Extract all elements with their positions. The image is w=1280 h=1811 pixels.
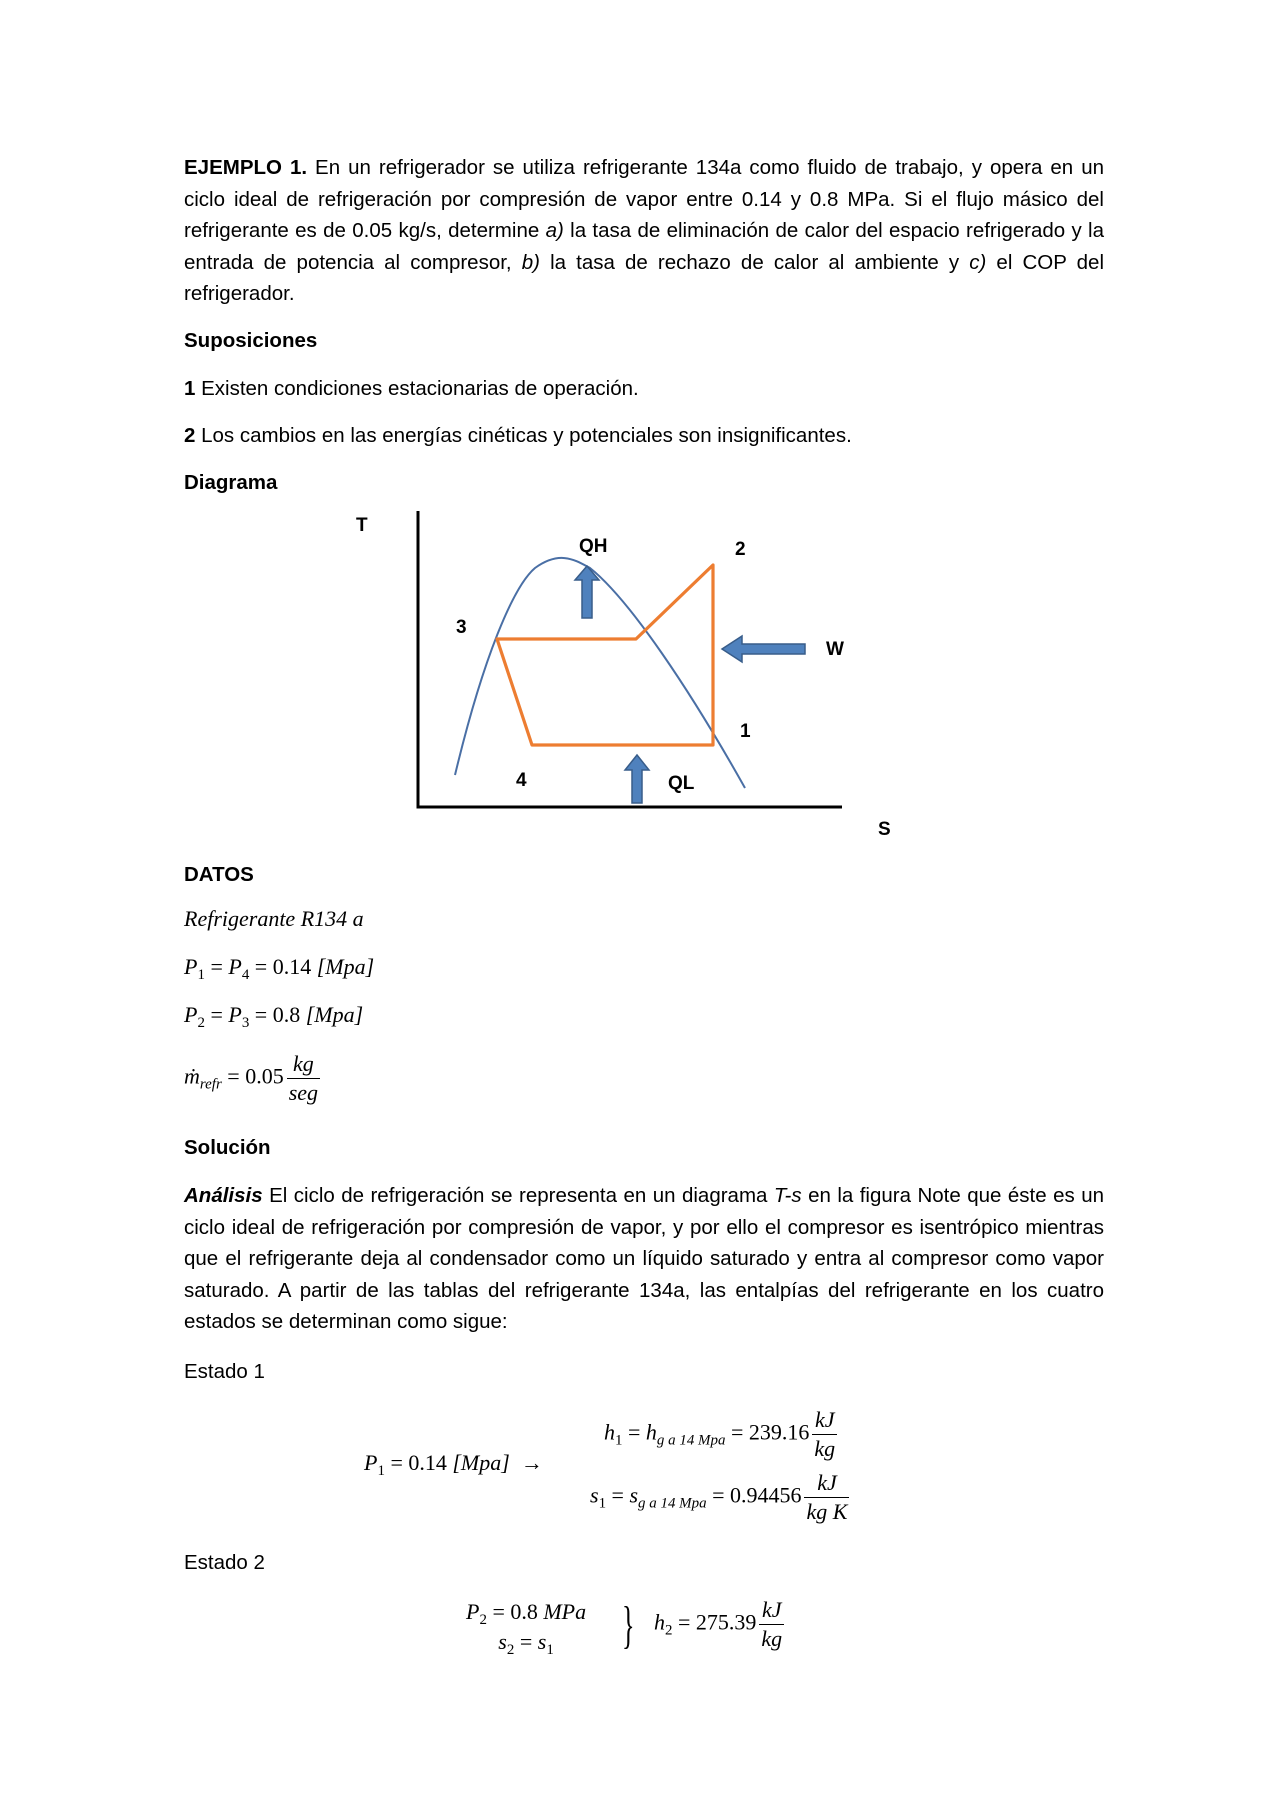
pressure-unit: [Mpa] bbox=[452, 1450, 510, 1475]
h-symbol: h bbox=[604, 1419, 615, 1445]
mdot-symbol: ṁ bbox=[184, 1063, 200, 1089]
t-axis-label: T bbox=[356, 515, 368, 536]
brace-icon: } bbox=[622, 1597, 635, 1654]
statement-text-1: En un refrigerador se utiliza refrigerante 134a como fluido de trabajo, y opera en un ciclo ideal de refrigeración por compresión de vapor entre 0.14 y 0.8 MPa. Si el flujo másico del refrigerante es de 0.05 kg/s, determine bbox=[184, 156, 1104, 242]
p-symbol: P bbox=[466, 1599, 480, 1624]
w-label: W bbox=[826, 639, 844, 660]
ql-arrow-icon bbox=[625, 755, 649, 803]
pressure-value: 0.8 bbox=[510, 1599, 538, 1624]
p-subscript: 1 bbox=[377, 1462, 385, 1479]
estado-2-conditions bbox=[466, 1597, 586, 1657]
state-4-label: 4 bbox=[516, 770, 527, 791]
ql-label: QL bbox=[668, 773, 695, 794]
mass-flow-unit bbox=[287, 1050, 320, 1107]
statement-text-2: la tasa de eliminación de calor del espacio refrigerado y la entrada de potencia al compresor, bbox=[184, 219, 1104, 274]
implies-arrow: → bbox=[520, 1450, 543, 1475]
mass-flow-value: 0.05 bbox=[245, 1063, 284, 1089]
enthalpy-value: 239.16 bbox=[748, 1419, 810, 1445]
s-subscript: 1 bbox=[546, 1641, 554, 1658]
saturation-dome bbox=[455, 558, 745, 788]
datos-heading: DATOS bbox=[184, 863, 254, 886]
assumption-number: 2 bbox=[184, 424, 196, 447]
qh-label: QH bbox=[579, 536, 608, 557]
s-axis-label: S bbox=[878, 819, 891, 840]
estado-2-enthalpy: $h_2 = 275.39$ $\frac{kJ}{kg}$ bbox=[654, 1597, 783, 1651]
s-symbol: s bbox=[590, 1482, 599, 1508]
unit-denominator: kg bbox=[814, 1436, 836, 1461]
part-a-label: a) bbox=[545, 219, 564, 242]
pressure-value: 0.14 bbox=[408, 1450, 447, 1475]
assumption-text: Existen condiciones estacionarias de operación. bbox=[195, 377, 639, 400]
solucion-heading: Solución bbox=[184, 1136, 271, 1159]
entropy-unit bbox=[804, 1469, 849, 1526]
s-symbol: s bbox=[498, 1629, 507, 1654]
estado-2-pressure: $P_2 = 0.8$ MPa bbox=[466, 1599, 587, 1628]
statement-text-3: la tasa de rechazo de calor al ambiente y bbox=[539, 250, 970, 274]
estado-2-heading: Estado 2 bbox=[184, 1551, 265, 1574]
p-subscript: 2 bbox=[479, 1611, 487, 1628]
p-symbol: P bbox=[184, 1002, 198, 1027]
estado-1-pressure: $P_1 = 0.14$ [Mpa] → bbox=[364, 1450, 543, 1479]
unit-numerator: kJ bbox=[759, 1596, 784, 1625]
assumption-number: 1 bbox=[184, 377, 196, 400]
hg-subscript: g a 14 Mpa bbox=[656, 1432, 726, 1449]
assumption-text: Los cambios en las energías cinéticas y potenciales son insignificantes. bbox=[195, 424, 852, 447]
diagrama-heading: Diagrama bbox=[184, 471, 278, 494]
hg-symbol: h bbox=[645, 1419, 657, 1445]
unit-denominator: kg bbox=[761, 1626, 783, 1651]
unit-denominator: seg bbox=[288, 1080, 319, 1105]
suposiciones-heading: Suposiciones bbox=[184, 329, 318, 352]
p-subscript: 3 bbox=[241, 1014, 250, 1031]
enthalpy-value: 275.39 bbox=[695, 1609, 757, 1635]
pressure-high-line: $P_2 = P_3 = 0.8$ [Mpa] bbox=[184, 1002, 364, 1031]
h-symbol: h bbox=[654, 1609, 665, 1635]
ts-diagram bbox=[0, 0, 1280, 860]
sg-symbol: s bbox=[629, 1482, 639, 1508]
unit-numerator: kg bbox=[287, 1050, 320, 1079]
refrigeration-cycle bbox=[497, 565, 713, 745]
mass-flow-line: ṁ$_{refr}$ = 0.05 $\frac{kg}{\text{seg}}$ bbox=[184, 1051, 319, 1105]
s-subscript: 1 bbox=[598, 1495, 607, 1512]
ts-term: T-s bbox=[773, 1184, 802, 1207]
estado-1-entropy: $s_1 = s_{g a 14 Mpa} = 0.94456$ $\frac{kJ}{\text{kg K}}$ bbox=[590, 1470, 848, 1524]
estado-2-entropy: $s_2 = s_1$ bbox=[498, 1629, 554, 1658]
example-label: EJEMPLO 1. bbox=[184, 156, 308, 179]
h-subscript: 2 bbox=[665, 1622, 673, 1639]
p-subscript: 4 bbox=[241, 966, 250, 983]
p-symbol: P bbox=[364, 1450, 378, 1475]
pressure-low-line: $P_1 = P_4 = 0.14$ [Mpa] bbox=[184, 954, 375, 983]
analysis-text-2: en la figura Note que éste es un ciclo ideal de refrigeración por compresión de vapor, y por ello el compresor es isentrópico mientras que el refrigerante deja al condensador como un líquido saturado y entra al compresor como vapor saturado. A partir de las tablas del refrigerante 134a, las entalpías del refrigerante en los cuatro estados se determinan como sigue: bbox=[184, 1184, 1104, 1333]
pressure-value: 0.8 bbox=[272, 1002, 301, 1027]
p-subscript: 2 bbox=[197, 1014, 205, 1031]
unit-denominator: kg K bbox=[806, 1499, 848, 1524]
pressure-unit: MPa bbox=[543, 1599, 587, 1624]
pressure-value: 0.14 bbox=[272, 954, 312, 979]
enthalpy-unit bbox=[812, 1406, 837, 1463]
entropy-value: 0.94456 bbox=[729, 1482, 802, 1508]
state-1-label: 1 bbox=[740, 721, 751, 742]
refrigerant-line: Refrigerante R134 a bbox=[184, 906, 364, 931]
p-symbol: P bbox=[184, 954, 198, 979]
p-subscript: 1 bbox=[197, 966, 205, 983]
estado-1-heading: Estado 1 bbox=[184, 1360, 265, 1383]
sg-subscript: g a 14 Mpa bbox=[638, 1495, 707, 1512]
estado-1-enthalpy: $h_1 = h_{g a 14 Mpa} = 239.16$ $\frac{kJ}{kg}$ bbox=[604, 1407, 836, 1461]
h-subscript: 1 bbox=[615, 1432, 623, 1449]
unit-numerator: kJ bbox=[804, 1469, 849, 1498]
s-symbol: s bbox=[537, 1629, 547, 1654]
part-b-label: b) bbox=[521, 250, 540, 274]
p-symbol: P bbox=[228, 954, 242, 979]
analysis-paragraph bbox=[184, 1180, 1104, 1338]
s-subscript: 2 bbox=[506, 1641, 515, 1658]
p-symbol: P bbox=[228, 1002, 242, 1027]
enthalpy-unit bbox=[759, 1596, 784, 1653]
state-2-label: 2 bbox=[735, 539, 746, 560]
w-arrow-icon bbox=[722, 636, 805, 662]
pressure-unit: [Mpa] bbox=[305, 1002, 364, 1027]
pressure-unit: [Mpa] bbox=[316, 954, 375, 979]
unit-numerator: kJ bbox=[812, 1406, 837, 1435]
analysis-text-1: El ciclo de refrigeración se representa en un diagrama bbox=[262, 1184, 774, 1207]
mdot-subscript: refr bbox=[199, 1076, 222, 1093]
state-3-label: 3 bbox=[456, 617, 467, 638]
statement-text-4: el COP del refrigerador. bbox=[184, 250, 1105, 305]
part-c-label: c) bbox=[969, 250, 987, 274]
analysis-label: Análisis bbox=[184, 1184, 263, 1207]
